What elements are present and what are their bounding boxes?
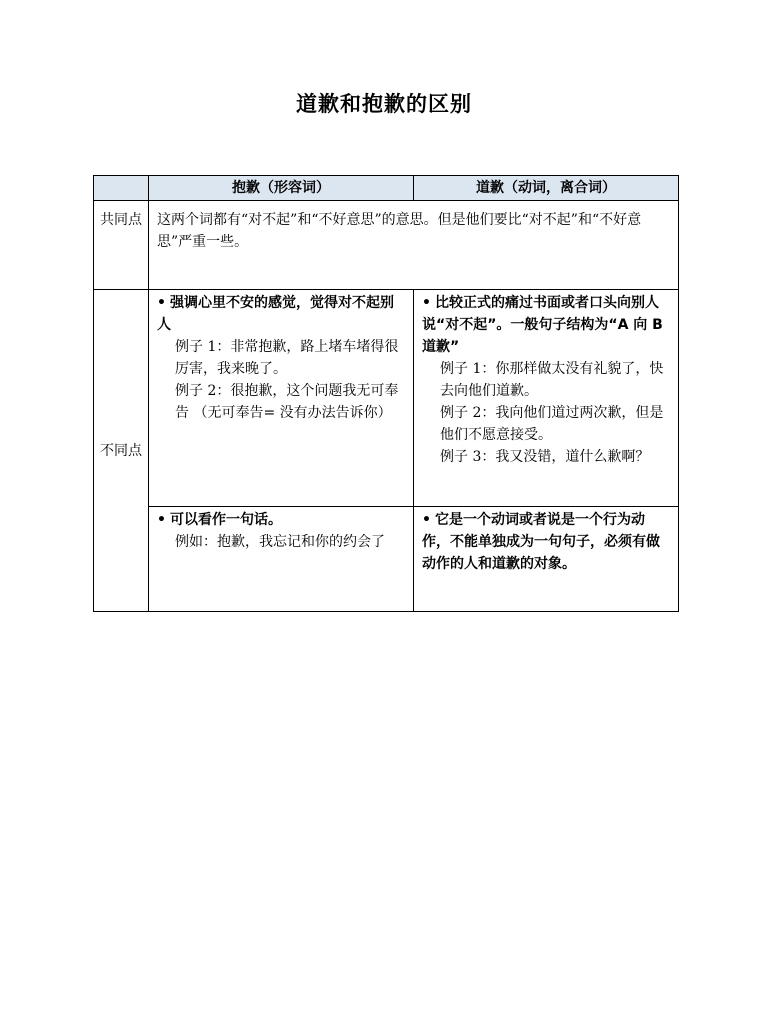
diff2-right-cell (414, 507, 679, 612)
diff1-left-example-2: 例子 2：很抱歉，这个问题我无可奉告 （无可奉告= 没有办法告诉你） (175, 383, 399, 421)
diff1-left-example-1: 例子 1：非常抱歉，路上堵车堵得很厉害，我来晚了。 (175, 339, 399, 377)
page-title: 道歉和抱歉的区别 (296, 91, 472, 116)
bullet-icon: • (422, 512, 431, 528)
diff2-left-point-text: 可以看作一句话。 (169, 512, 282, 528)
diff1-right-example-3: 例子 3：我又没错，道什么歉啊？ (440, 449, 650, 465)
table-header-row (94, 176, 679, 201)
header-daoqian: 道歉（动词，离合词） (414, 176, 679, 201)
common-text: 这两个词都有“对不起”和“不好意思”的意思。但是他们要比“对不起”和“不好意思”严重一些。 (149, 201, 679, 290)
bullet-icon: • (422, 295, 431, 311)
diff2-left-cell (149, 507, 414, 612)
common-label: 共同点 (94, 201, 149, 290)
diff1-right-example-2: 例子 2：我向他们道过两次歉，但是他们不愿意接受。 (440, 405, 664, 443)
diff1-right-point (422, 292, 672, 358)
table-row-different-1 (94, 290, 679, 507)
table-row-common (94, 201, 679, 290)
diff1-right-point-text: 比较正式的痛过书面或者口头向别人说“对不起”。一般句子结构为“A 向 B 道歉” (422, 295, 663, 355)
comparison-table (93, 175, 679, 612)
diff2-left-point (157, 509, 407, 531)
diff1-right-example-1: 例子 1：你那样做太没有礼貌了，快去向他们道歉。 (440, 361, 664, 399)
diff1-right-cell (414, 290, 679, 507)
diff2-left-example-1: 例如：抱歉，我忘记和你的约会了 (175, 534, 385, 550)
diff1-left-point-text: 强调心里不安的感觉，觉得对不起别人 (157, 295, 394, 333)
diff1-left-cell (149, 290, 414, 507)
header-baoqian: 抱歉（形容词） (149, 176, 414, 201)
header-empty-cell (94, 176, 149, 201)
diff1-left-point (157, 292, 407, 336)
diff2-right-point (422, 509, 672, 575)
different-label: 不同点 (94, 290, 149, 612)
table-row-different-2 (94, 507, 679, 612)
bullet-icon: • (157, 295, 166, 311)
bullet-icon: • (157, 512, 166, 528)
diff2-right-point-text: 它是一个动词或者说是一个行为动作，不能单独成为一句句子，必须有做动作的人和道歉的对象。 (422, 512, 660, 572)
